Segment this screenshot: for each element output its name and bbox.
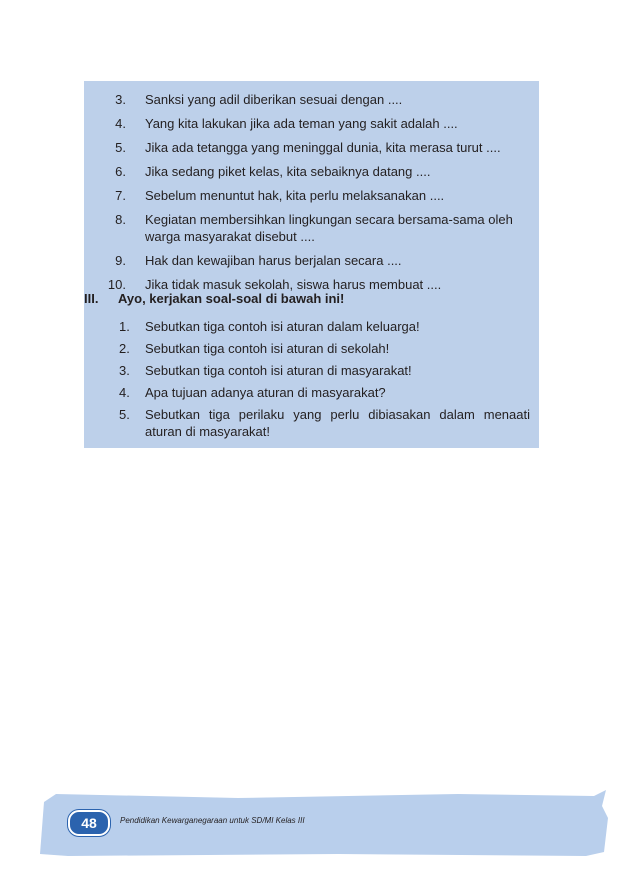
item-number: 4. (115, 116, 126, 131)
section-heading (84, 290, 539, 307)
exercise-box (84, 81, 539, 448)
list-item (84, 115, 539, 132)
item-text: Sanksi yang adil diberikan sesuai dengan .... (145, 92, 403, 107)
section-number: III. (84, 291, 99, 306)
list-item (84, 384, 539, 401)
item-number: 10. (107, 277, 126, 292)
item-number: 5. (119, 407, 130, 422)
essay-list (84, 318, 539, 445)
list-item (84, 318, 539, 335)
item-number: 7. (115, 188, 126, 203)
item-number: 9. (115, 253, 126, 268)
list-item (84, 91, 539, 108)
item-number: 8. (115, 212, 126, 227)
list-item (84, 340, 539, 357)
item-number: 6. (115, 164, 126, 179)
item-number: 3. (115, 92, 126, 107)
item-text: Sebutkan tiga contoh isi aturan dalam keluarga! (145, 319, 420, 334)
item-text: Sebelum menuntut hak, kita perlu melaksanakan .... (145, 188, 445, 203)
item-number: 2. (119, 341, 130, 356)
item-text: Sebutkan tiga perilaku yang perlu dibiasakan dalam menaati aturan di masyarakat! (145, 407, 530, 439)
item-text: Sebutkan tiga contoh isi aturan di sekolah! (145, 341, 390, 356)
item-text: Jika tidak masuk sekolah, siswa harus membuat .... (145, 277, 442, 292)
list-item (84, 252, 539, 269)
list-item (84, 211, 539, 245)
page-number: 48 (68, 810, 110, 836)
list-item (84, 406, 539, 440)
book-title: Pendidikan Kewarganegaraan untuk SD/MI Kelas III (120, 816, 305, 825)
item-number: 1. (119, 319, 130, 334)
list-item (84, 139, 539, 156)
list-item (84, 187, 539, 204)
item-number: 4. (119, 385, 130, 400)
item-text: Yang kita lakukan jika ada teman yang sakit adalah .... (145, 116, 458, 131)
item-number: 3. (119, 363, 130, 378)
fill-in-list (84, 91, 539, 300)
section-title: Ayo, kerjakan soal-soal di bawah ini! (118, 291, 345, 306)
item-text: Sebutkan tiga contoh isi aturan di masyarakat! (145, 363, 412, 378)
item-text: Jika sedang piket kelas, kita sebaiknya datang .... (145, 164, 431, 179)
page-footer (38, 788, 610, 858)
item-text: Apa tujuan adanya aturan di masyarakat? (145, 385, 386, 400)
list-item (84, 163, 539, 180)
item-text: Hak dan kewajiban harus berjalan secara .... (145, 253, 402, 268)
item-text: Kegiatan membersihkan lingkungan secara bersama-sama oleh warga masyarakat disebut .... (145, 212, 513, 244)
list-item (84, 362, 539, 379)
item-text: Jika ada tetangga yang meninggal dunia, kita merasa turut .... (145, 140, 501, 155)
item-number: 5. (115, 140, 126, 155)
